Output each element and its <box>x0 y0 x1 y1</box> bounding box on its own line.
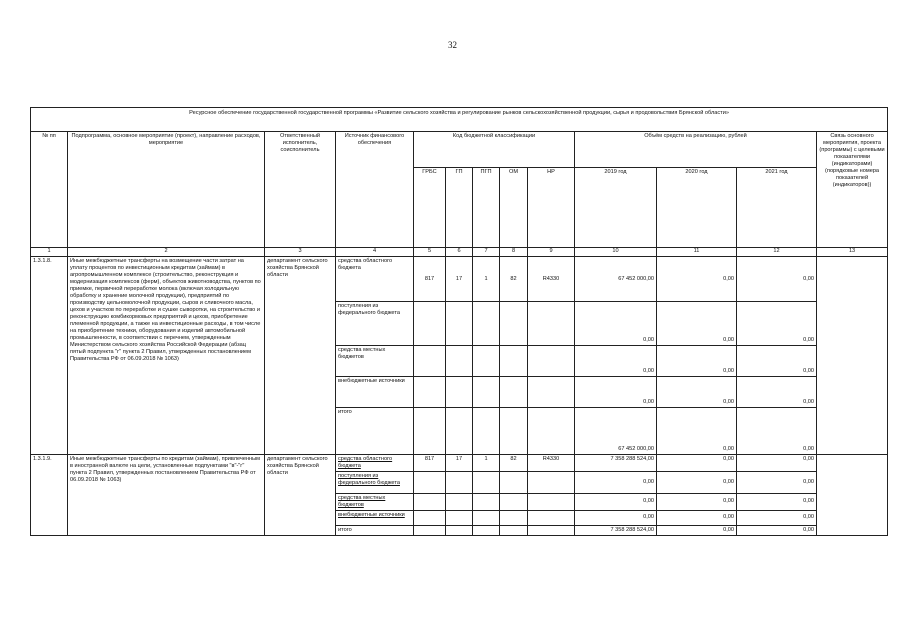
total-2021: 0,00 <box>737 408 817 455</box>
gp-cell <box>446 510 473 525</box>
total-2019: 67 452 000,00 <box>575 408 657 455</box>
amount-2020: 0,00 <box>657 302 737 346</box>
source-cell: поступления из федерального бюджета <box>336 302 414 346</box>
grbs-cell <box>414 493 446 510</box>
row-executor: департамент сельского хозяйства Брянской области <box>265 455 336 536</box>
nr-cell <box>528 510 575 525</box>
header-2019: 2019 год <box>575 168 657 248</box>
om-cell <box>500 493 528 510</box>
column-number: 10 <box>575 248 657 257</box>
total-2019: 7 358 288 524,00 <box>575 525 657 535</box>
header-budget-code: Код бюджетной классификации <box>414 132 575 168</box>
amount-2021: 0,00 <box>737 471 817 493</box>
source-cell: средства местных бюджетов <box>336 346 414 377</box>
page-number: 32 <box>448 40 457 50</box>
nr-cell <box>528 471 575 493</box>
nr-cell <box>528 525 575 535</box>
grbs-cell <box>414 525 446 535</box>
header-grbs: ГРБС <box>414 168 446 248</box>
gp-cell: 17 <box>446 257 473 302</box>
gp-cell: 17 <box>446 455 473 472</box>
column-number-row <box>31 248 888 257</box>
gp-cell <box>446 493 473 510</box>
header-executor: Ответственный исполнитель, соисполнитель <box>265 132 336 248</box>
header-source: Источник финансового обеспечения <box>336 132 414 248</box>
source-cell: внебюджетные источники <box>336 510 414 525</box>
column-number: 4 <box>336 248 414 257</box>
column-number: 6 <box>446 248 473 257</box>
row-name: Иные межбюджетные трансферты по кредитам (займам), привлеченным в иностранной валюте на цели, установленные подпунктами "в"-"г" пункта 2 Правил, утвержденных постановлением Правительства РФ от 06.09.2018 № 1063) <box>68 455 265 536</box>
header-2021: 2021 год <box>737 168 817 248</box>
nr-cell <box>528 346 575 377</box>
om-cell <box>500 302 528 346</box>
source-cell: внебюджетные источники <box>336 377 414 408</box>
header-num: № пп <box>31 132 68 248</box>
pgp-cell <box>473 346 500 377</box>
gp-cell <box>446 471 473 493</box>
nr-cell <box>528 302 575 346</box>
grbs-cell: 817 <box>414 257 446 302</box>
gp-cell <box>446 302 473 346</box>
pgp-cell: 1 <box>473 257 500 302</box>
source-cell: итого <box>336 408 414 455</box>
column-number: 3 <box>265 248 336 257</box>
grbs-cell <box>414 408 446 455</box>
column-number: 8 <box>500 248 528 257</box>
column-number: 9 <box>528 248 575 257</box>
pgp-cell <box>473 525 500 535</box>
column-number: 5 <box>414 248 446 257</box>
header-link: Связь основного мероприятия, проекта (программы) с целевыми показателями (индикаторами) (порядковые номера показателей (индикаторов)) <box>817 132 888 248</box>
header-gp: ГП <box>446 168 473 248</box>
header-volume: Объём средств на реализацию, рублей <box>575 132 817 168</box>
amount-2021: 0,00 <box>737 455 817 472</box>
table-row <box>31 455 888 472</box>
gp-cell <box>446 408 473 455</box>
row-executor: департамент сельского хозяйства Брянской области <box>265 257 336 455</box>
column-number: 12 <box>737 248 817 257</box>
amount-2019: 0,00 <box>575 510 657 525</box>
om-cell <box>500 377 528 408</box>
column-number: 7 <box>473 248 500 257</box>
amount-2020: 0,00 <box>657 510 737 525</box>
om-cell: 82 <box>500 455 528 472</box>
table-row <box>31 257 888 302</box>
amount-2019: 0,00 <box>575 377 657 408</box>
pgp-cell <box>473 493 500 510</box>
amount-2019: 0,00 <box>575 302 657 346</box>
pgp-cell: 1 <box>473 455 500 472</box>
total-2021: 0,00 <box>737 525 817 535</box>
table-title: Ресурсное обеспечение государственной государственной программы «Развитие сельского хозяйства и регулирование рынков сельскохозяйственной продукции, сырья и продовольствия Брянской области» <box>31 108 888 132</box>
om-cell <box>500 408 528 455</box>
amount-2021: 0,00 <box>737 346 817 377</box>
nr-cell: R4330 <box>528 455 575 472</box>
gp-cell <box>446 346 473 377</box>
nr-cell <box>528 493 575 510</box>
amount-2021: 0,00 <box>737 377 817 408</box>
amount-2019: 0,00 <box>575 471 657 493</box>
row-name: Иные межбюджетные трансферты на возмещение части затрат на уплату процентов по инвестиционным кредитам (займам) в агропромышленном комплексе (строительство, реконструкция и модернизация комплексов (ферм), объектов животноводства, пунктов по приемке, первичной переработке молока (включая холодильную обработку и хранение молочной продукции), предприятий по производству цельномолочной продукции, сыров и сливочного масла, цехов и участков по переработке и сушке сыворотки, на строительство и реконструкцию комбикормовых предприятий и цехов, приобретение племенной продукции, а также на инвестиционные расходы, в том числе на приобретение техники, оборудования и изделий автомобильной промышленности, в соответствии с перечнем, утвержденным Министерством сельского хозяйства Российской Федерации (абзац пятый подпункта "г" пункта 2 Правил, утвержденных постановлением Правительства РФ от 06.09.2018 № 1063) <box>68 257 265 455</box>
grbs-cell <box>414 302 446 346</box>
om-cell <box>500 510 528 525</box>
amount-2020: 0,00 <box>657 346 737 377</box>
amount-2019: 0,00 <box>575 346 657 377</box>
source-cell: итого <box>336 525 414 535</box>
header-2020: 2020 год <box>657 168 737 248</box>
row-link <box>817 257 888 455</box>
amount-2020: 0,00 <box>657 471 737 493</box>
column-number: 2 <box>68 248 265 257</box>
amount-2021: 0,00 <box>737 510 817 525</box>
gp-cell <box>446 377 473 408</box>
total-2020: 0,00 <box>657 525 737 535</box>
source-cell: средства областного бюджета <box>336 257 414 302</box>
om-cell <box>500 525 528 535</box>
amount-2019: 67 452 000,00 <box>575 257 657 302</box>
total-2020: 0,00 <box>657 408 737 455</box>
source-cell: средства областного бюджета <box>336 455 414 472</box>
grbs-cell <box>414 346 446 377</box>
header-om: ОМ <box>500 168 528 248</box>
column-number: 13 <box>817 248 888 257</box>
pgp-cell <box>473 510 500 525</box>
nr-cell <box>528 377 575 408</box>
resource-table <box>30 107 888 536</box>
row-link <box>817 455 888 536</box>
om-cell: 82 <box>500 257 528 302</box>
nr-cell: R4330 <box>528 257 575 302</box>
source-cell: средства местных бюджетов <box>336 493 414 510</box>
grbs-cell <box>414 510 446 525</box>
amount-2021: 0,00 <box>737 302 817 346</box>
amount-2019: 0,00 <box>575 493 657 510</box>
header-nr: НР <box>528 168 575 248</box>
header-name: Подпрограмма, основное мероприятие (проект), направление расходов, мероприятие <box>68 132 265 248</box>
row-number: 1.3.1.8. <box>31 257 68 455</box>
header-pgp: ПГП <box>473 168 500 248</box>
row-number: 1.3.1.9. <box>31 455 68 536</box>
amount-2021: 0,00 <box>737 257 817 302</box>
column-number: 1 <box>31 248 68 257</box>
amount-2020: 0,00 <box>657 493 737 510</box>
om-cell <box>500 346 528 377</box>
om-cell <box>500 471 528 493</box>
pgp-cell <box>473 377 500 408</box>
pgp-cell <box>473 471 500 493</box>
gp-cell <box>446 525 473 535</box>
pgp-cell <box>473 302 500 346</box>
amount-2020: 0,00 <box>657 257 737 302</box>
grbs-cell <box>414 377 446 408</box>
pgp-cell <box>473 408 500 455</box>
amount-2019: 7 358 288 524,00 <box>575 455 657 472</box>
grbs-cell: 817 <box>414 455 446 472</box>
column-number: 11 <box>657 248 737 257</box>
amount-2020: 0,00 <box>657 377 737 408</box>
amount-2021: 0,00 <box>737 493 817 510</box>
source-cell: поступления из федерального бюджета <box>336 471 414 493</box>
nr-cell <box>528 408 575 455</box>
amount-2020: 0,00 <box>657 455 737 472</box>
grbs-cell <box>414 471 446 493</box>
